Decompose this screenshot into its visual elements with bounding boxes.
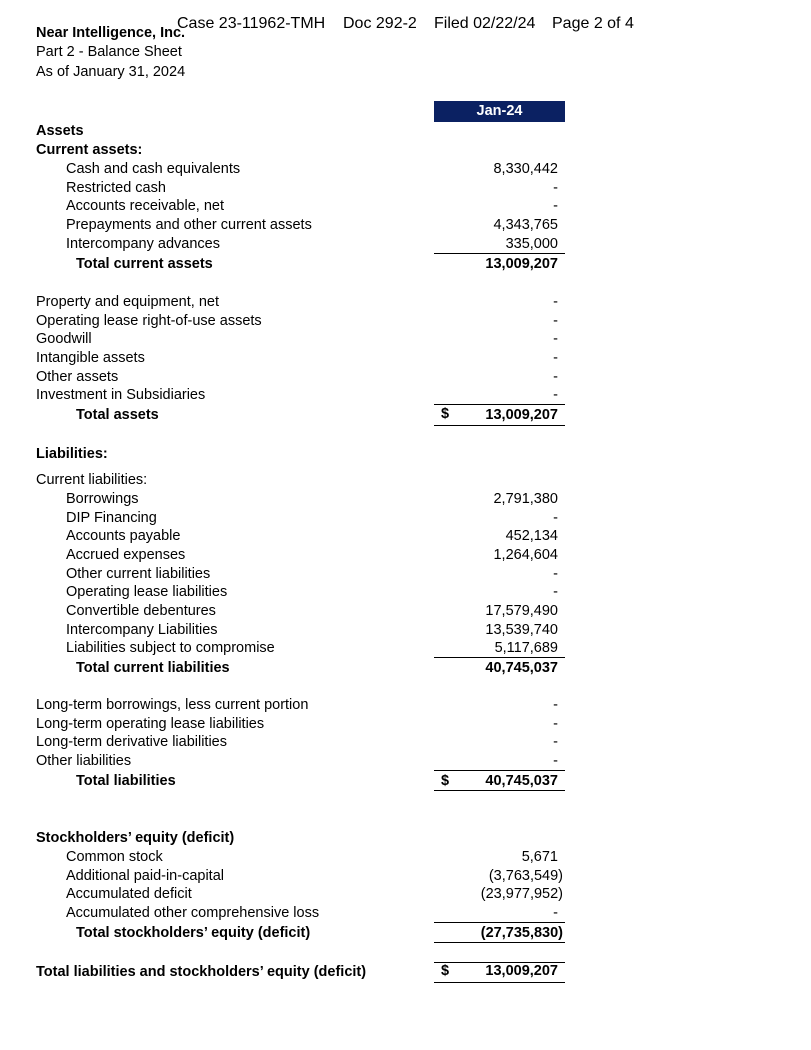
row-value: - bbox=[553, 198, 558, 214]
liabilities-heading: Liabilities: bbox=[36, 446, 108, 462]
row-label: Additional paid-in-capital bbox=[66, 868, 224, 884]
currency-symbol: $ bbox=[441, 963, 450, 979]
row-value: - bbox=[553, 697, 558, 713]
total-assets-label: Total assets bbox=[76, 407, 159, 423]
row-label: Prepayments and other current assets bbox=[66, 217, 312, 233]
row-label: Convertible debentures bbox=[66, 603, 216, 619]
company-name: Near Intelligence, Inc. bbox=[36, 25, 186, 41]
row-label: Accumulated other comprehensive loss bbox=[66, 905, 320, 921]
row-label: Operating lease right-of-use assets bbox=[36, 313, 262, 329]
row-label: Property and equipment, net bbox=[36, 294, 219, 310]
row-label: Liabilities subject to compromise bbox=[66, 640, 275, 656]
row-value: (23,977,952) bbox=[480, 886, 563, 902]
total-assets-value: 13,009,207 bbox=[485, 407, 558, 423]
row-label: Long-term operating lease liabilities bbox=[36, 716, 265, 732]
subtotal-rule bbox=[434, 253, 565, 254]
statement-title: Part 2 - Balance Sheet bbox=[36, 44, 182, 60]
total-rule bbox=[434, 942, 565, 943]
doc-number: Doc 292-2 bbox=[343, 15, 417, 32]
row-label: Other current liabilities bbox=[66, 566, 211, 582]
currency-symbol: $ bbox=[441, 406, 450, 422]
total-equity-label: Total stockholders’ equity (deficit) bbox=[76, 925, 311, 941]
row-value: - bbox=[553, 584, 558, 600]
row-value: 452,134 bbox=[505, 528, 558, 544]
row-value: - bbox=[553, 331, 558, 347]
row-label: Cash and cash equivalents bbox=[66, 161, 241, 177]
row-value: 2,791,380 bbox=[493, 491, 558, 507]
row-value: - bbox=[553, 350, 558, 366]
row-label: Intercompany Liabilities bbox=[66, 622, 218, 638]
row-value: - bbox=[553, 510, 558, 526]
filed-date: Filed 02/22/24 bbox=[434, 15, 536, 32]
row-value: - bbox=[553, 716, 558, 732]
assets-heading: Assets bbox=[36, 123, 84, 139]
page-number: Page 2 of 4 bbox=[552, 15, 634, 32]
row-label: DIP Financing bbox=[66, 510, 157, 526]
row-value: - bbox=[553, 180, 558, 196]
currency-symbol: $ bbox=[441, 773, 450, 789]
subtotal-rule bbox=[434, 922, 565, 923]
subtotal-rule bbox=[434, 770, 565, 771]
row-label: Restricted cash bbox=[66, 180, 166, 196]
as-of-date: As of January 31, 2024 bbox=[36, 64, 186, 80]
current-assets-heading: Current assets: bbox=[36, 142, 143, 158]
total-liabilities-value: 40,745,037 bbox=[485, 773, 558, 789]
column-header-jan-24: Jan-24 bbox=[434, 101, 565, 122]
row-label: Common stock bbox=[66, 849, 163, 865]
row-value: 335,000 bbox=[505, 236, 558, 252]
row-value: 8,330,442 bbox=[493, 161, 558, 177]
subtotal-rule bbox=[434, 404, 565, 405]
equity-heading: Stockholders’ equity (deficit) bbox=[36, 830, 235, 846]
row-value: 13,539,740 bbox=[485, 622, 558, 638]
total-current-liabilities-label: Total current liabilities bbox=[76, 660, 230, 676]
row-label: Goodwill bbox=[36, 331, 92, 347]
total-liabilities-label: Total liabilities bbox=[76, 773, 176, 789]
row-label: Accumulated deficit bbox=[66, 886, 192, 902]
row-value: 5,671 bbox=[521, 849, 558, 865]
row-value: - bbox=[553, 387, 558, 403]
row-value: - bbox=[553, 369, 558, 385]
row-label: Other liabilities bbox=[36, 753, 132, 769]
current-liabilities-heading: Current liabilities: bbox=[36, 472, 148, 488]
grand-total-label: Total liabilities and stockholders’ equity (deficit) bbox=[36, 964, 367, 980]
row-value: - bbox=[553, 294, 558, 310]
row-value: - bbox=[553, 566, 558, 582]
row-label: Other assets bbox=[36, 369, 119, 385]
row-value: - bbox=[553, 734, 558, 750]
row-label: Accounts receivable, net bbox=[66, 198, 224, 214]
row-value: 1,264,604 bbox=[493, 547, 558, 563]
row-label: Borrowings bbox=[66, 491, 139, 507]
row-value: 5,117,689 bbox=[494, 640, 558, 656]
row-label: Operating lease liabilities bbox=[66, 584, 228, 600]
total-current-liabilities-value: 40,745,037 bbox=[485, 660, 558, 676]
row-label: Intangible assets bbox=[36, 350, 145, 366]
grand-total-value: 13,009,207 bbox=[485, 963, 558, 979]
row-label: Accounts payable bbox=[66, 528, 181, 544]
grand-total-bottom-rule bbox=[434, 982, 565, 983]
total-equity-value: (27,735,830) bbox=[480, 925, 563, 941]
row-value: (3,763,549) bbox=[488, 868, 563, 884]
total-current-assets-label: Total current assets bbox=[76, 256, 213, 272]
row-label: Long-term borrowings, less current portion bbox=[36, 697, 309, 713]
row-value: - bbox=[553, 905, 558, 921]
total-rule bbox=[434, 790, 565, 791]
case-number: Case 23-11962-TMH bbox=[177, 15, 326, 32]
total-rule bbox=[434, 425, 565, 426]
row-label: Long-term derivative liabilities bbox=[36, 734, 227, 750]
row-value: 4,343,765 bbox=[493, 217, 558, 233]
subtotal-rule bbox=[434, 657, 565, 658]
row-label: Intercompany advances bbox=[66, 236, 220, 252]
row-value: - bbox=[553, 313, 558, 329]
row-label: Investment in Subsidiaries bbox=[36, 387, 206, 403]
row-value: 17,579,490 bbox=[485, 603, 558, 619]
row-label: Accrued expenses bbox=[66, 547, 186, 563]
row-value: - bbox=[553, 753, 558, 769]
total-current-assets-value: 13,009,207 bbox=[485, 256, 558, 272]
